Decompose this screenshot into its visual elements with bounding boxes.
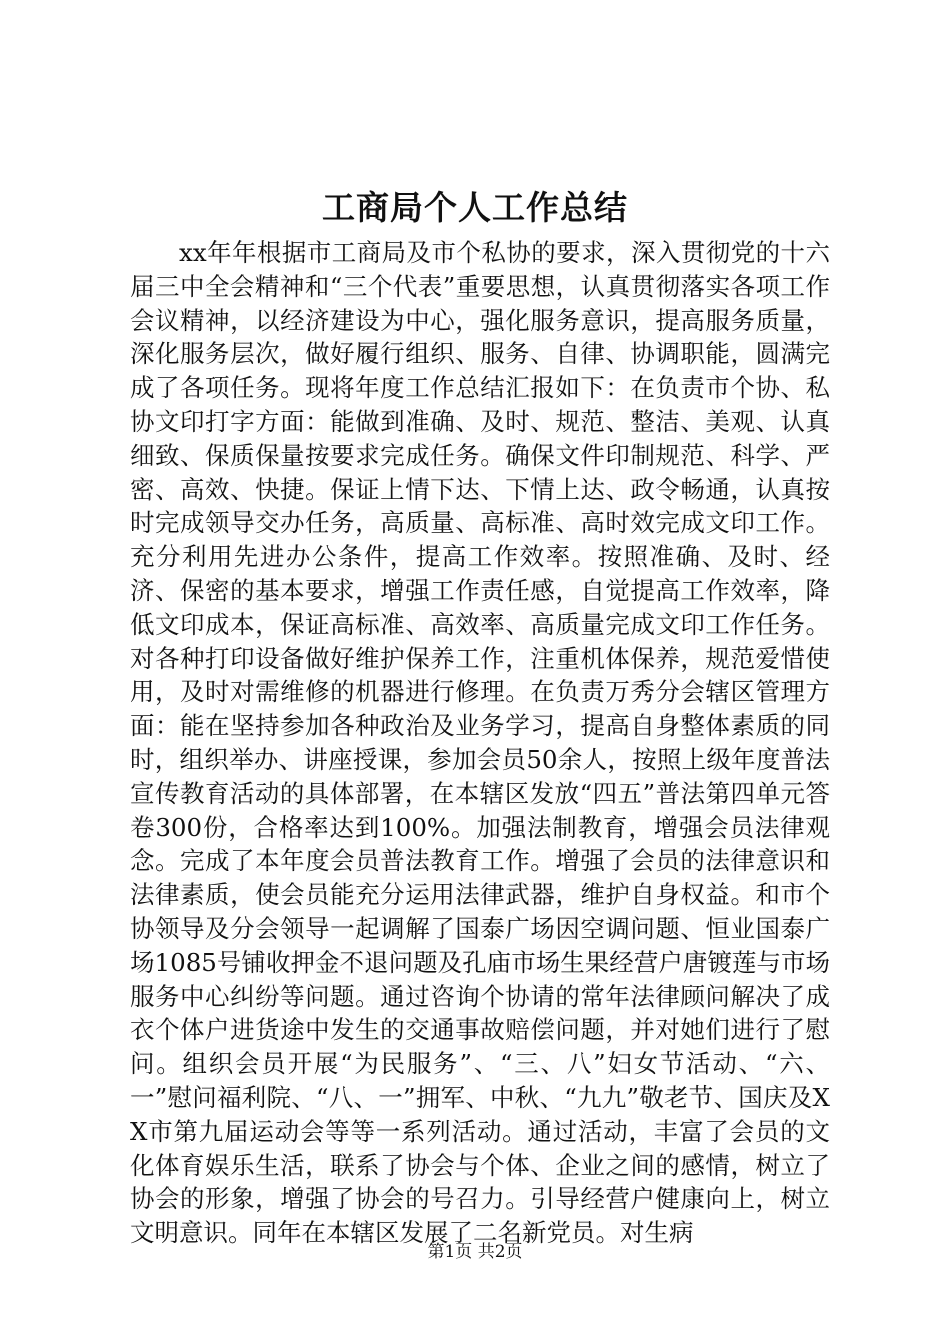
page-number-footer: 第1页 共2页: [427, 1242, 523, 1262]
body-paragraph: xx年年根据市工商局及市个私协的要求，深入贯彻党的十六届三中全会精神和“三个代表”重要思想，认真贯彻落实各项工作会议精神，以经济建设为中心，强化服务意识，提高服务质量，深化服务层次，做好履行组织、服务、自律、协调职能，圆满完成了各项任务。现将年度工作总结汇报如下：在负责市个协、私协文印打字方面：能做到准确、及时、规范、整洁、美观、认真细致、保质保量按要求完成任务。确保文件印制规范、科学、严密、高效、快捷。保证上情下达、下情上达、政令畅通，认真按时完成领导交办任务，高质量、高标准、高时效完成文印工作。充分利用先进办公条件，提高工作效率。按照准确、及时、经济、保密的基本要求，增强工作责任感，自觉提高工作效率，降低文印成本，保证高标准、高效率、高质量完成文印工作任务。对各种打印设备做好维护保养工作，注重机体保养，规范爱惜使用，及时对需维修的机器进行修理。在负责万秀分会辖区管理方面：能在坚持参加各种政治及业务学习，提高自身整体素质的同时，组织举办、讲座授课，参加会员50余人，按照上级年度普法宣传教育活动的具体部署，在本辖区发放“四五”普法第四单元答卷300份，合格率达到100%。加强法制教育，增强会员法律观念。完成了本年度会员普法教育工作。增强了会员的法律意识和法律素质，使会员能充分运用法律武器，维护自身权益。和市个协领导及分会领导一起调解了国泰广场因空调问题、恒业国泰广场1085号铺收押金不退问题及孔庙市场生果经营户唐镀莲与市场服务中心纠纷等问题。通过咨询个协请的常年法律顾问解决了成衣个体户进货途中发生的交通事故赔偿问题，并对她们进行了慰问。组织会员开展“为民服务”、“三、八”妇女节活动、“六、一”慰问福利院、“八、一”拥军、中秋、“九九”敬老节、国庆及XX市第九届运动会等等一系列活动。通过活动，丰富了会员的文化体育娱乐生活，联系了协会与个体、企业之间的感情，树立了协会的形象，增强了协会的号召力。引导经营户健康向上，树立文明意识。同年在本辖区发展了二名新党员。对生病: [130, 238, 830, 1248]
page-title: 工商局个人工作总结: [322, 188, 628, 227]
